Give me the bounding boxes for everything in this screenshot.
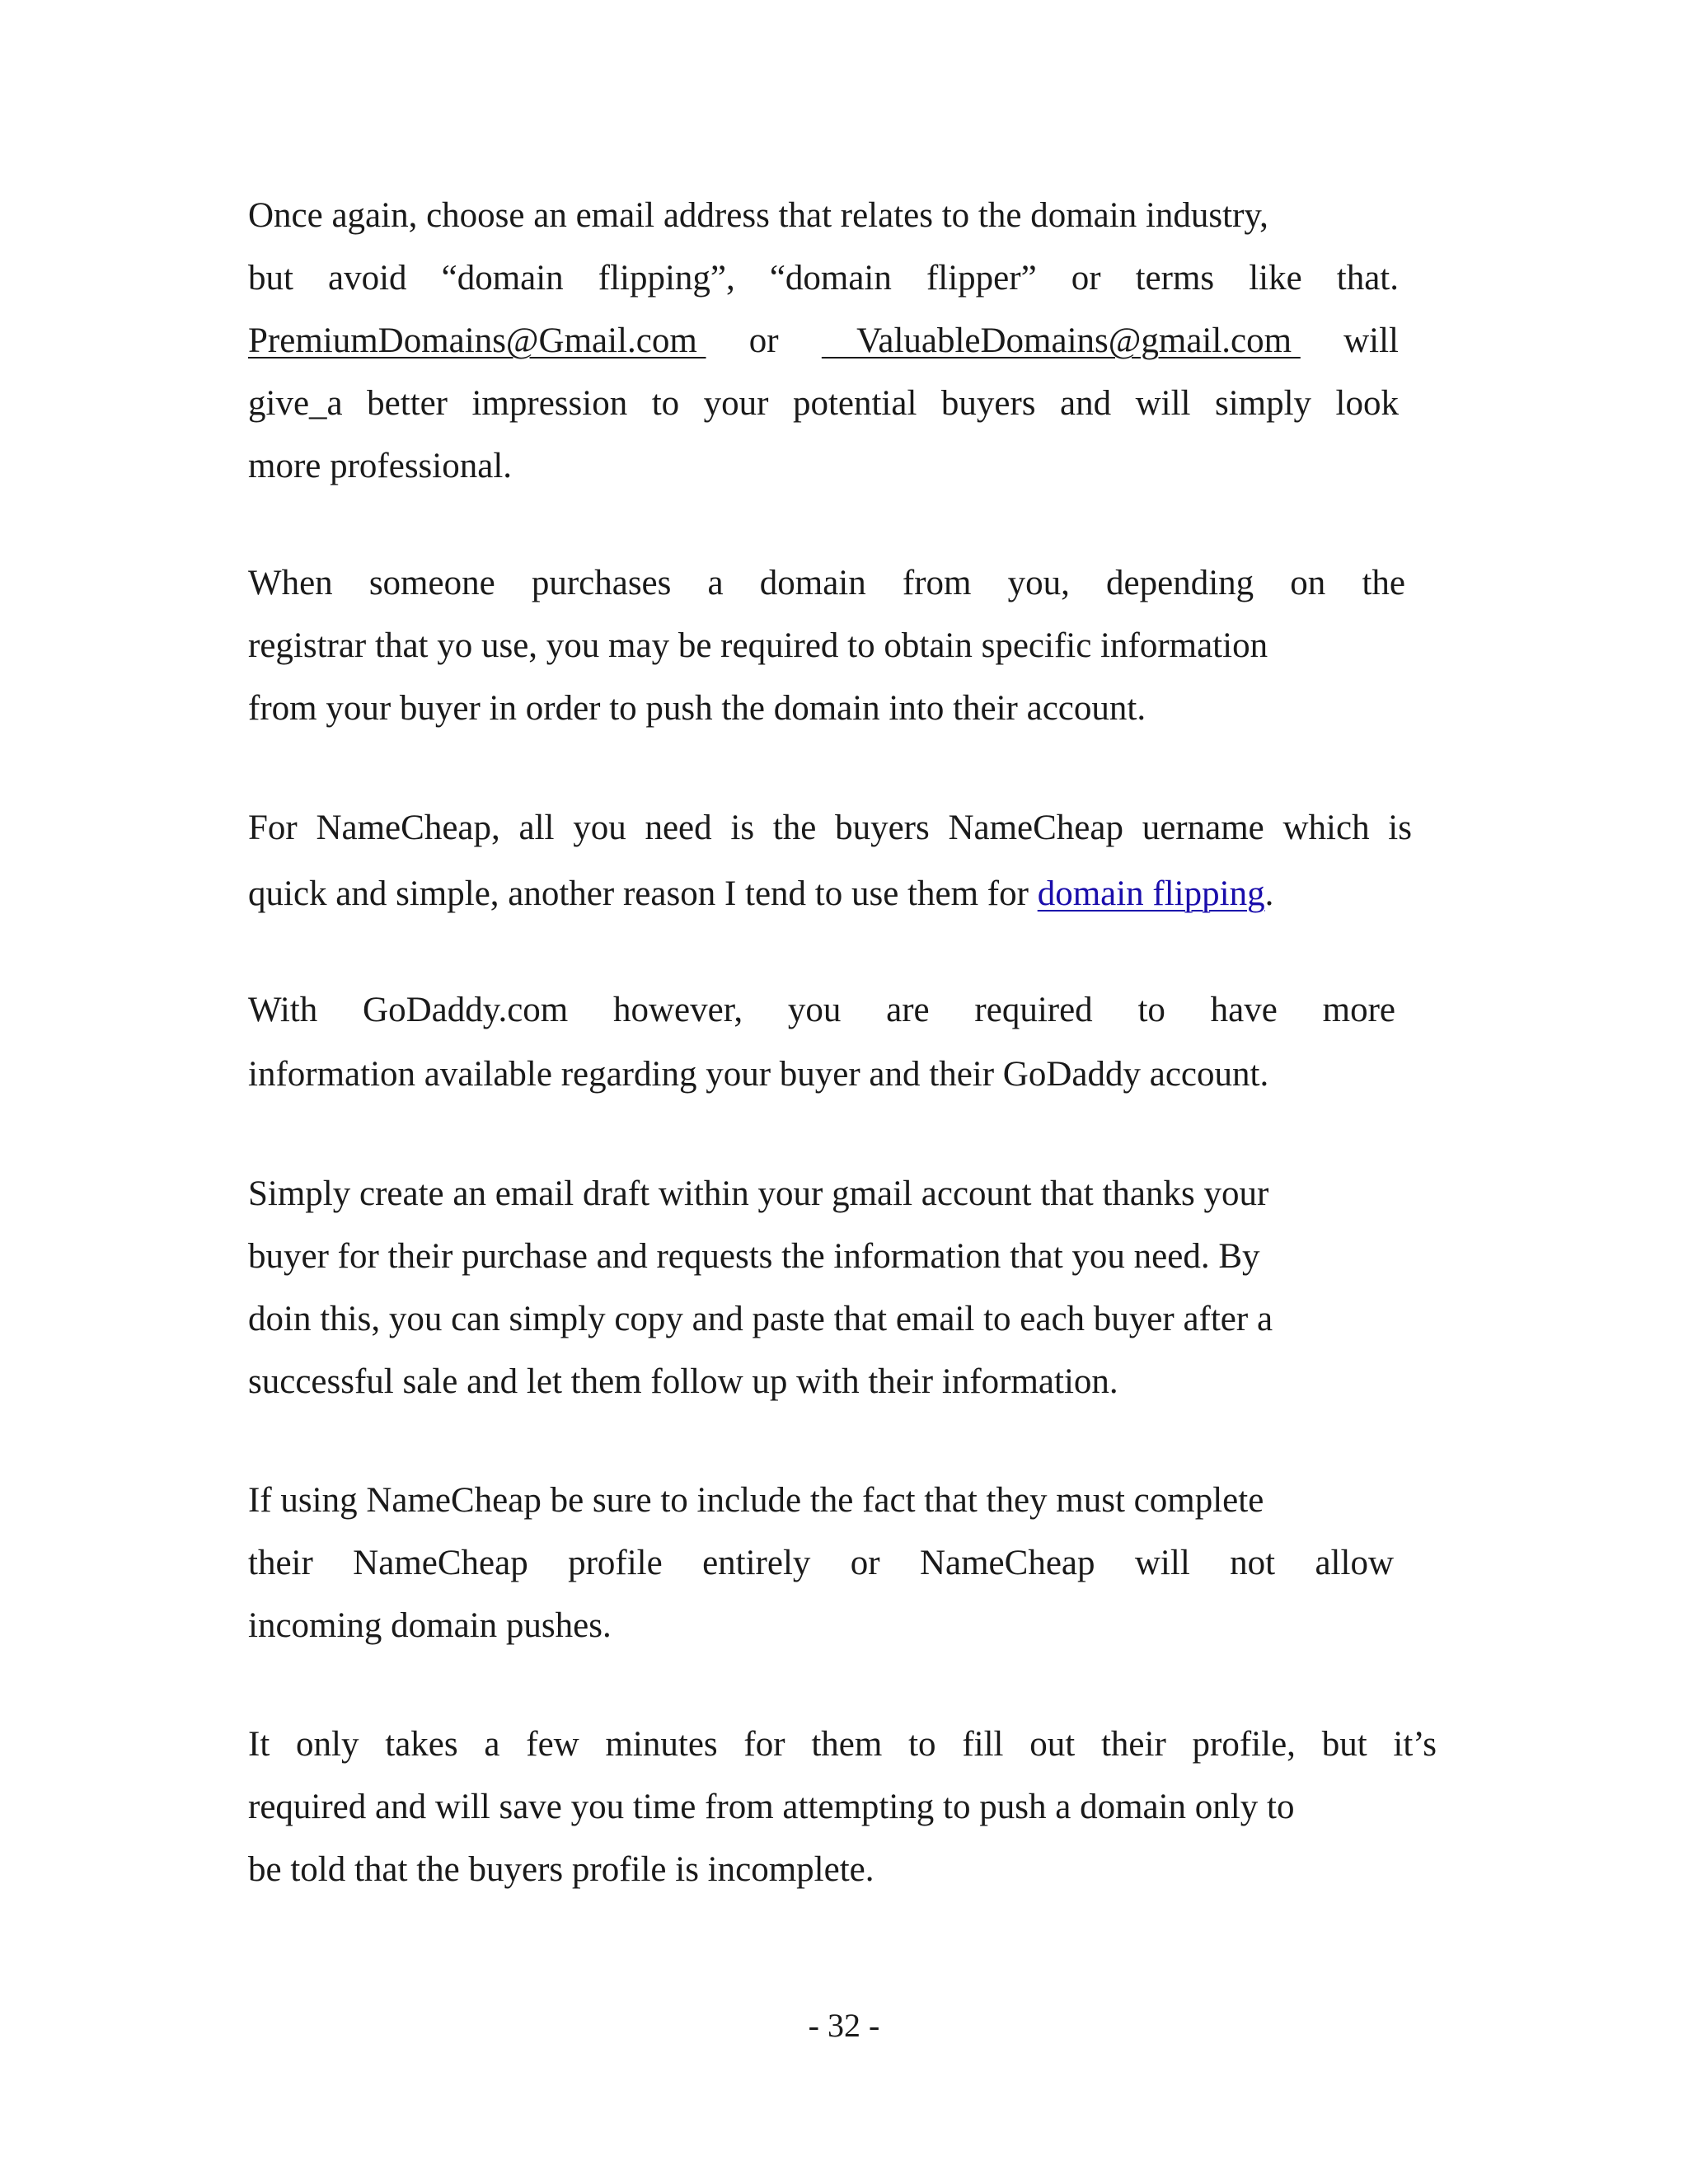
page-number: - 32 - bbox=[808, 2007, 880, 2044]
paragraph-line: When someone purchases a domain from you, depending on the bbox=[248, 564, 1405, 602]
paragraph-line-emails bbox=[248, 310, 1399, 373]
paragraph-line: For NameCheap, all you need is the buyers NameCheap uername which is bbox=[248, 808, 1412, 847]
paragraph-line: information available regarding your buyer and their GoDaddy account. bbox=[248, 1055, 1269, 1094]
paragraph-line: With GoDaddy.com however, you are required to have more bbox=[248, 991, 1395, 1029]
paragraph-line: registrar that yo use, you may be required to obtain specific information bbox=[248, 626, 1268, 665]
paragraph-line: buyer for their purchase and requests the information that you need. By bbox=[248, 1237, 1260, 1276]
domain-flipping-link[interactable]: domain flipping bbox=[1037, 874, 1265, 913]
paragraph-namecheap bbox=[248, 797, 1412, 926]
email-example-premium: PremiumDomains@Gmail.com bbox=[248, 321, 706, 360]
paragraph-line: successful sale and let them follow up with their information. bbox=[248, 1362, 1118, 1401]
paragraph-registrar-info bbox=[248, 552, 1405, 740]
paragraph-text: quick and simple, another reason I tend to use them for bbox=[248, 874, 1038, 913]
paragraph-line: be told that the buyers profile is incomplete. bbox=[248, 1850, 874, 1889]
paragraph-line: Once again, choose an email address that relates to the domain industry, bbox=[248, 196, 1268, 235]
word-or: or bbox=[748, 321, 779, 360]
word-will: will bbox=[1343, 321, 1399, 360]
paragraph-line: their NameCheap profile entirely or NameCheap will not allow bbox=[248, 1544, 1394, 1582]
paragraph-email-draft bbox=[248, 1163, 1394, 1413]
paragraph-line: Simply create an email draft within your gmail account that thanks your bbox=[248, 1174, 1269, 1213]
paragraph-profile-required bbox=[248, 1713, 1437, 1901]
paragraph-text: . bbox=[1264, 874, 1274, 913]
paragraph-line: If using NameCheap be sure to include the fact that they must complete bbox=[248, 1481, 1264, 1520]
paragraph-line-with-link bbox=[248, 863, 1412, 926]
paragraph-line: from your buyer in order to push the domain into their account. bbox=[248, 689, 1146, 728]
paragraph-line: It only takes a few minutes for them to fill out their profile, but it’s bbox=[248, 1725, 1437, 1764]
paragraph-godaddy bbox=[248, 979, 1395, 1106]
paragraph-line: doin this, you can simply copy and paste that email to each buyer after a bbox=[248, 1300, 1273, 1338]
paragraph-line: required and will save you time from attempting to push a domain only to bbox=[248, 1788, 1295, 1826]
paragraph-namecheap-profile bbox=[248, 1469, 1394, 1657]
paragraph-line: incoming domain pushes. bbox=[248, 1606, 612, 1645]
paragraph-line: give_a better impression to your potential buyers and will simply look bbox=[248, 384, 1399, 423]
email-example-valuable: ValuableDomains@gmail.com bbox=[821, 321, 1301, 360]
paragraph-email-advice bbox=[248, 185, 1399, 498]
paragraph-line: but avoid “domain flipping”, “domain flipper” or terms like that. bbox=[248, 259, 1399, 298]
paragraph-line: more professional. bbox=[248, 447, 513, 485]
